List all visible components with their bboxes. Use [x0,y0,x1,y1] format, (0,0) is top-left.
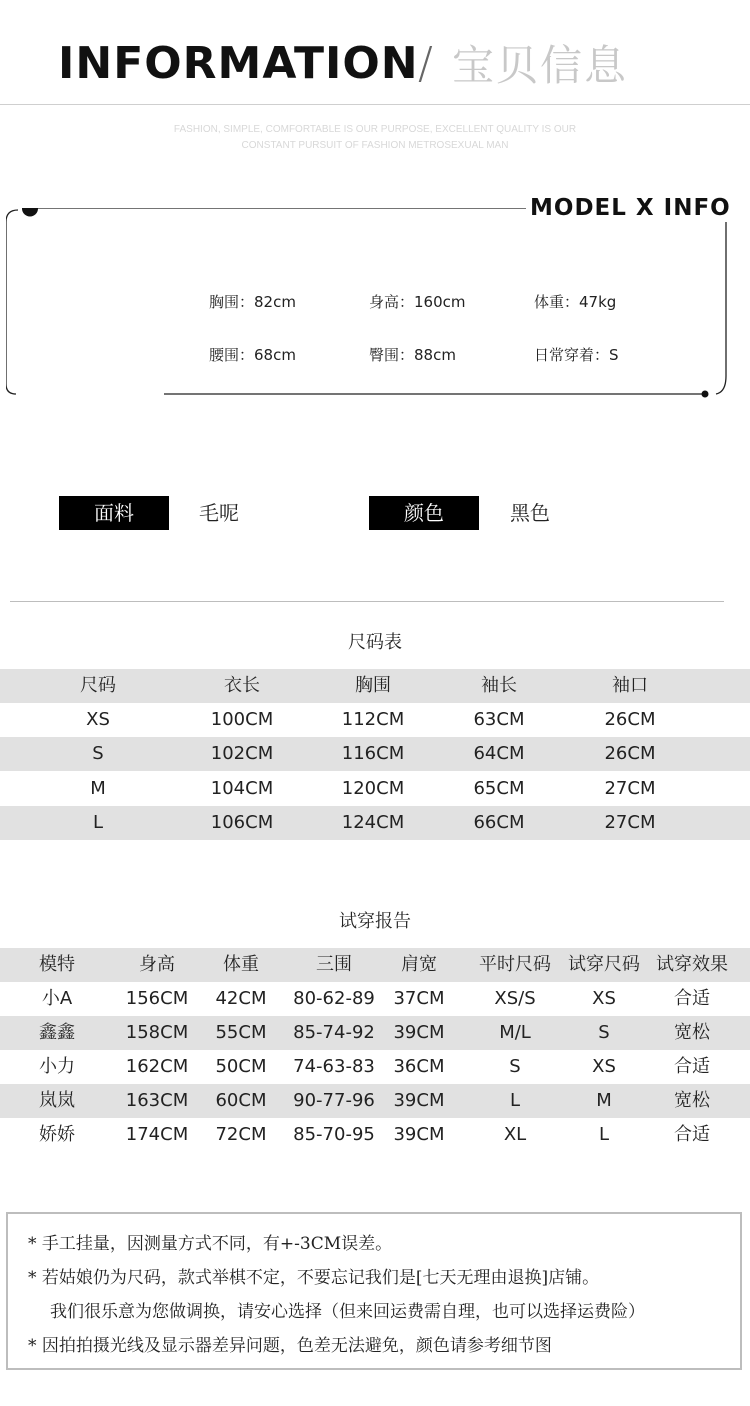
table-cell: M [90,777,106,799]
notes-box [6,1212,742,1370]
table-cell: XS [86,709,110,731]
fitting-report-title: 试穿报告 [339,911,411,932]
title-separator: / [418,38,433,89]
table-row [0,737,750,771]
table-cell: 64CM [473,743,525,765]
note-color-difference: * 因拍拍摄光线及显示器差异问题，色差无法避免，颜色请参考细节图 [28,1336,552,1356]
column-header: 袖口 [612,675,648,696]
table-cell: 102CM [210,743,274,765]
table-cell: 104CM [210,777,274,799]
size_table-header-row [0,669,750,703]
table-cell: 55CM [215,1022,267,1043]
table-cell: L [509,1090,521,1111]
table-cell: 39CM [393,1022,445,1043]
table-cell: 80-62-89 [293,988,375,1009]
table-cell: XS/S [494,988,536,1009]
column-header: 衣长 [224,675,260,696]
table-cell: 岚岚 [39,1090,75,1111]
color-value: 黑色 [510,501,550,525]
table-cell: 宽松 [674,1022,710,1043]
table-cell: 36CM [393,1056,445,1077]
table-cell: 65CM [473,777,525,799]
table-row [0,1016,750,1050]
table-cell: 162CM [125,1056,189,1077]
model-stat-usual-size: 日常穿着：S [534,346,619,364]
table-cell: 50CM [215,1056,267,1077]
column-header: 肩宽 [401,954,437,975]
table-cell: 74-63-83 [293,1056,375,1077]
table-cell: M/L [499,1022,531,1043]
table-row [0,982,750,1016]
table-cell: 116CM [341,743,405,765]
column-header: 平时尺码 [479,954,551,975]
table-row [0,1118,750,1152]
size-table-title: 尺码表 [348,632,402,653]
table-row [0,772,750,806]
table-cell: 124CM [341,811,405,833]
table-cell: 27CM [604,811,656,833]
table-cell: 26CM [604,709,656,731]
column-header: 体重 [223,954,259,975]
model-stat-height: 身高：160cm [369,293,466,311]
column-header: 三围 [316,954,352,975]
column-header: 试穿尺码 [568,954,640,975]
table-cell: 合适 [674,988,710,1009]
model-stat-hips: 臀围：88cm [369,346,456,364]
fitting_report-header-row [0,948,750,982]
table-cell: 106CM [210,811,274,833]
model-stat-waist: 腰围：68cm [209,346,296,364]
title-chinese: 宝贝信息 [452,41,629,90]
table-cell: 63CM [473,709,525,731]
tagline-line-2: CONSTANT PURSUIT OF FASHION METROSEXUAL MAN [241,140,509,151]
table-cell: 85-74-92 [293,1022,375,1043]
table-cell: 174CM [125,1124,189,1145]
table-cell: 60CM [215,1090,267,1111]
column-header: 尺码 [80,675,116,696]
table-cell: XS [592,1056,616,1077]
note-exchange: * 若姑娘仍为尺码，款式举棋不定，不要忘记我们是[七天无理由退换]店铺。 [28,1268,600,1288]
table-row [0,806,750,840]
model-stat-bust: 胸围：82cm [209,293,296,311]
table-cell: 37CM [393,988,445,1009]
model-stat-weight: 体重：47kg [534,293,617,311]
table-cell: 39CM [393,1124,445,1145]
column-header: 胸围 [355,675,391,696]
table-cell: 小力 [39,1056,75,1077]
table-cell: S [598,1022,610,1043]
table-row [0,1084,750,1118]
table-cell: 合适 [674,1124,710,1145]
table-cell: XL [503,1124,527,1145]
note-measurement: * 手工挂量，因测量方式不同，有+-3CM误差。 [28,1234,393,1254]
fabric-value: 毛呢 [199,501,239,525]
table-cell: 合适 [674,1056,710,1077]
tagline [120,122,630,154]
table-cell: 宽松 [674,1090,710,1111]
header-divider [0,104,750,105]
table-cell: 72CM [215,1124,267,1145]
table-cell: 鑫鑫 [39,1022,75,1043]
table-cell: 112CM [341,709,405,731]
table-row [0,1050,750,1084]
fabric-label: 面料 [59,496,169,530]
title-english: INFORMATION [58,38,419,89]
color-label: 颜色 [369,496,479,530]
table-cell: 100CM [210,709,274,731]
table-cell: 26CM [604,743,656,765]
note-exchange-continued: 我们很乐意为您做调换，请安心选择（但来回运费需自理，也可以选择运费险） [50,1302,645,1322]
column-header: 模特 [39,954,75,975]
table-cell: M [596,1090,612,1111]
table-cell: XS [592,988,616,1009]
table-cell: 娇娇 [39,1124,75,1145]
section-divider [10,601,724,602]
table-cell: S [509,1056,521,1077]
table-cell: 27CM [604,777,656,799]
model-info-heading: MODEL X INFO [526,194,735,222]
table-cell: 42CM [215,988,267,1009]
table-cell: 156CM [125,988,189,1009]
table-cell: 158CM [125,1022,189,1043]
table-cell: S [92,743,104,765]
table-cell: 90-77-96 [293,1090,375,1111]
table-cell: 66CM [473,811,525,833]
table-cell: 120CM [341,777,405,799]
table-cell: 小A [41,988,73,1009]
column-header: 身高 [139,954,175,975]
table-cell: 85-70-95 [293,1124,375,1145]
model-info-frame [6,208,726,394]
table-cell: L [92,811,104,833]
column-header: 袖长 [481,675,517,696]
table-cell: 39CM [393,1090,445,1111]
table-row [0,703,750,737]
tagline-line-1: FASHION, SIMPLE, COMFORTABLE IS OUR PURPOSE, EXCELLENT QUALITY IS OUR [173,124,577,135]
model-frame-lines [6,208,730,400]
table-cell: 163CM [125,1090,189,1111]
column-header: 试穿效果 [656,954,728,975]
table-cell: L [598,1124,610,1145]
